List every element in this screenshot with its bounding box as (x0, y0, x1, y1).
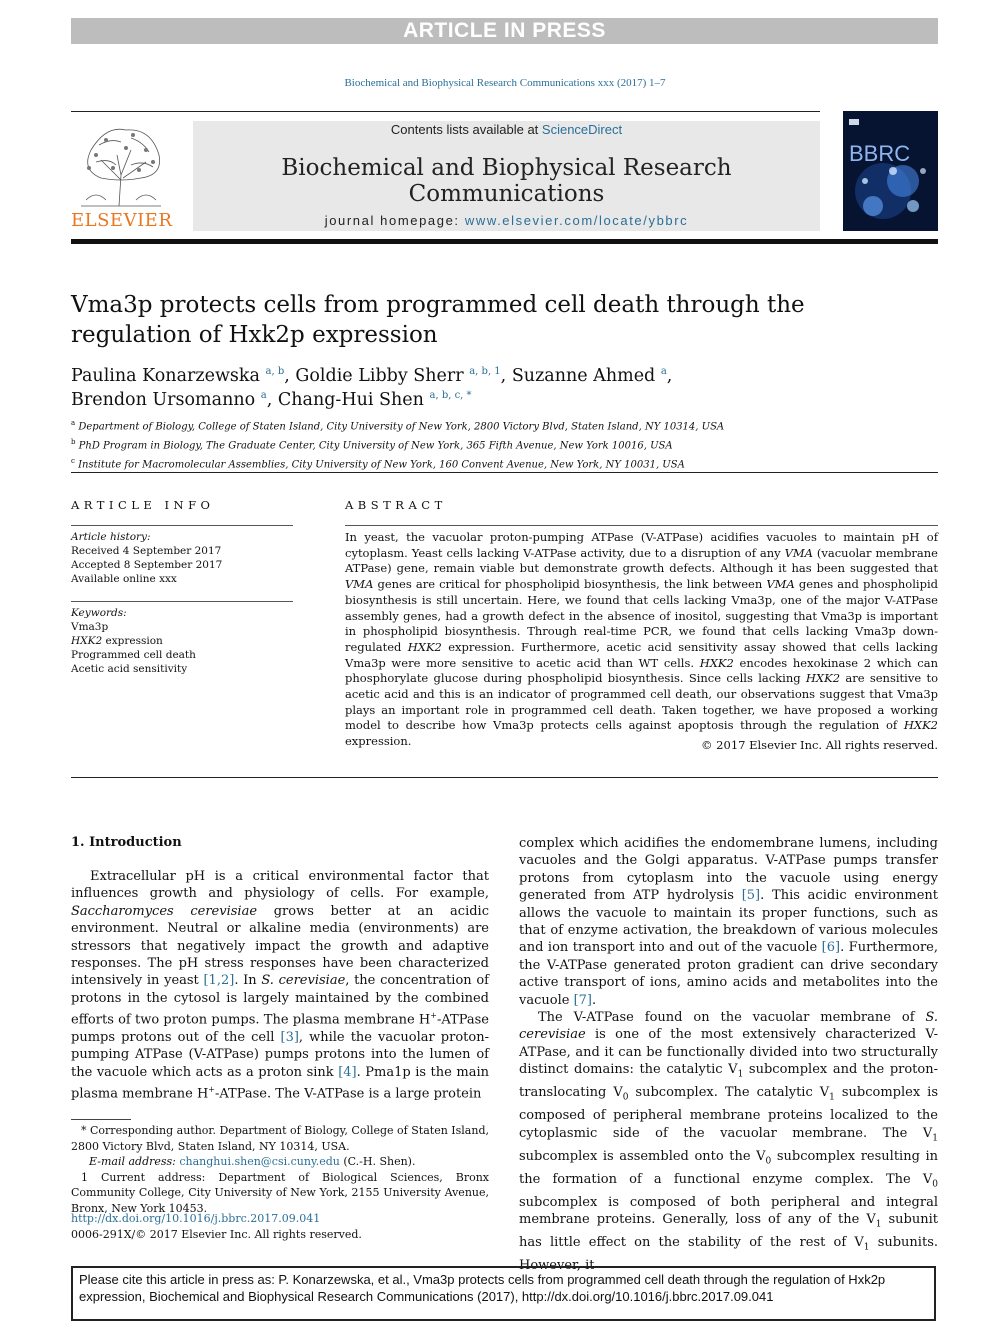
journal-title: Biochemical and Biophysical Research Communications (281, 155, 732, 207)
affiliation-item (71, 435, 931, 454)
header-thick-rule (71, 239, 938, 244)
affiliation-text: Department of Biology, College of Staten Island, City University of New York, 2800 Victory Blvd, Staten Island, NY 10314, USA (78, 421, 725, 433)
affiliation-key: b (71, 437, 76, 446)
homepage-prefix: journal homepage: (324, 213, 465, 228)
author-name[interactable]: Paulina Konarzewska (71, 366, 260, 386)
affiliation-text: PhD Program in Biology, The Graduate Center, City University of New York, 365 Fifth Avenue, New York 10016, USA (78, 440, 673, 452)
abstract-text: In yeast, the vacuolar proton-pumping ATPase (V-ATPase) acidifies vacuoles to maintain pH of cytoplasm. Yeast cells lacking V-ATPase activity, due to a disruption of any VMA (vacuolar membrane ATPase) gene, remain viable but demonstrate growth defects. Although it has been suggested that VMA genes are critical for phospholipid biosynthesis, the link between VMA genes and phospholipid biosynthesis is still uncertain. Here, we found that cells lacking Vma3p, one of the major V-ATPase assembly genes, had a growth defect in the absence of inositol, suggesting that Vma3p is important in phospholipid biosynthesis. Through real-time PCR, we found that cells lacking Vma3p down-regulated HXK2 expression. Furthermore, acetic acid sensitivity assay showed that cells lacking Vma3p were more sensitive to acetic acid than WT cells. HXK2 encodes hexokinase 2 which can phosphorylate glucose during phospholipid biosynthesis. Since cells lacking HXK2 are sensitive to acetic acid and this is an indicator of programmed cell death, our observations suggest that Vma3p plays an important role in programmed cell death. Taken together, we have proposed a working model to describe how Vma3p protects cells against apoptosis through the regulation of HXK2 expression. (345, 530, 938, 749)
accepted-date: Accepted 8 September 2017 (71, 559, 223, 571)
contents-line (193, 122, 820, 137)
affiliation-key: c (71, 456, 75, 465)
sciencedirect-link[interactable]: ScienceDirect (541, 122, 623, 137)
section-rule (71, 472, 938, 473)
doi-block (71, 1211, 489, 1242)
affiliation-item (71, 454, 931, 473)
author-name[interactable]: Chang-Hui Shen (277, 390, 424, 410)
article-info-rule (71, 525, 293, 526)
abstract-rule (345, 525, 938, 526)
doi-link[interactable]: http://dx.doi.org/10.1016/j.bbrc.2017.09.041 (71, 1212, 321, 1225)
author-affiliation-marks[interactable]: a (260, 390, 267, 401)
contents-prefix: Contents lists available at (390, 122, 542, 137)
email-note (71, 1154, 489, 1170)
author-affiliation-marks[interactable]: a, b, 1 (469, 366, 501, 377)
homepage-link[interactable]: www.elsevier.com/locate/ybbrc (464, 213, 689, 228)
article-info-heading: ARTICLE INFO (71, 498, 215, 512)
cover-art-icon (843, 111, 938, 231)
article-history (71, 530, 293, 586)
article-title: Vma3p protects cells from programmed cell death through the regulation of Hxk2p expression (71, 292, 805, 348)
citation-link[interactable]: [5] (741, 888, 761, 904)
history-label: Article history: (71, 531, 151, 543)
cite-this-article-box[interactable]: Please cite this article in press as: P. Konarzewska, et al., Vma3p protects cells from programmed cell death through the regulation of Hxk2p expression, Biochemical and Biophysical Research Communications (2017), http://dx.doi.org/10.1016/j.bbrc.2017.09.041 (71, 1266, 936, 1321)
affiliations (71, 416, 931, 472)
citation-link[interactable]: [3] (280, 1029, 299, 1045)
author-list (71, 362, 891, 410)
author-name[interactable]: Suzanne Ahmed (511, 366, 656, 386)
keyword-item: HXK2 expression (71, 635, 163, 647)
journal-homepage (193, 213, 820, 228)
citation-link[interactable]: [6] (821, 940, 841, 956)
article-in-press-banner: ARTICLE IN PRESS (71, 18, 938, 44)
email-label: E-mail address: (89, 1155, 180, 1168)
email-link[interactable]: changhui.shen@csi.cuny.edu (179, 1155, 340, 1168)
citation-link[interactable]: [4] (338, 1064, 357, 1080)
citation-link[interactable]: [1,2] (203, 973, 235, 989)
keywords-block (71, 606, 293, 676)
cover-label: BBRC (849, 141, 911, 166)
keywords-label: Keywords: (71, 607, 127, 619)
author-separator: , (284, 366, 296, 386)
email-suffix: (C.-H. Shen). (339, 1155, 416, 1168)
author-affiliation-marks[interactable]: a, b (265, 366, 285, 377)
journal-cover-image[interactable] (843, 111, 938, 231)
author-separator: , (500, 366, 512, 386)
keywords-rule (71, 601, 293, 602)
citation-link[interactable]: [7] (573, 992, 592, 1008)
author-name[interactable]: Goldie Libby Sherr (295, 366, 464, 386)
received-date: Received 4 September 2017 (71, 545, 222, 557)
affiliation-item (71, 416, 931, 435)
keyword-item: Acetic acid sensitivity (71, 663, 188, 675)
keyword-item: Programmed cell death (71, 649, 196, 661)
header-rule (71, 111, 820, 112)
keyword-item: Vma3p (71, 621, 109, 633)
author-separator: , (666, 366, 673, 386)
abstract-heading: ABSTRACT (345, 498, 447, 512)
journal-citation[interactable]: Biochemical and Biophysical Research Communications xxx (2017) 1–7 (344, 77, 666, 89)
footnotes (71, 1123, 489, 1216)
publisher-name: ELSEVIER (71, 210, 173, 231)
online-date: Available online xxx (71, 573, 177, 585)
elsevier-logo[interactable] (71, 120, 171, 232)
body-column-left: Extracellular pH is a critical environmental factor that influences growth and physiology of cells. For example, Saccharomyces cerevisiae grows better at an acidic environment. Neutral or alkaline media (environments) are stressors that negatively impact the growth and adaptive responses. The pH stress responses have been characterized intensively in yeast [1,2]. In S. cerevisiae, the concentration of protons in the cytosol is largely maintained by the combined efforts of two proton pumps. The plasma membrane H+-ATPase pumps protons out of the cell [3], while the vacuolar proton-pumping ATPase (V-ATPase) pumps protons into the lumen of the vacuole which acts as a proton sink [4]. Pma1p is the main plasma membrane H+-ATPase. The V-ATPase is a large protein (71, 869, 489, 1102)
affiliation-text: Institute for Macromolecular Assemblies, City University of New York, 160 Convent Avenue, New York, NY 10031, USA (78, 458, 685, 470)
copyright-notice: © 2017 Elsevier Inc. All rights reserved. (701, 738, 938, 752)
affiliation-key: a (71, 419, 76, 427)
section-rule (71, 777, 938, 778)
author-affiliation-marks[interactable]: a (660, 366, 667, 377)
introduction-heading: 1. Introduction (71, 835, 182, 850)
footnote-rule (71, 1119, 131, 1120)
body-column-right: complex which acidifies the endomembrane lumens, including vacuoles and the Golgi apparatus. V-ATPase pumps transfer protons from cytoplasm into the vacuole using energy generated from ATP hydrolysis [5]. This acidic environment allows the vacuole to maintain its proper functions, such as that of enzyme activation, the breakdown of various molecules and ion transport into and out of the vacuole [6]. Furthermore, the V-ATPase generated proton gradient can drive secondary active transport of ions, amino acids and metabolites into the vacuole [7]. The V-ATPase found on the vacuolar membrane of S. cerevisiae is one of the most extensively characterized V-ATPase, and it can be functionally divided into two structurally distinct domains: the catalytic $V_1$ subcomplex and the proton-translocating $V_0$ subcomplex. The catalytic $V_1$ subcomplex is composed of peripheral membrane proteins localized to the cytoplasmic side of the vacuolar membrane. The $V_1$ subcomplex is assembled onto the $V_0$ subcomplex resulting in the formation of a functional enzyme complex. The $V_0$ subcomplex is composed of both peripheral and integral membrane proteins. Generally, loss of any of the $V_1$ subunit has little effect on the stability of the rest of $V_1$ subunits. However, it (519, 836, 939, 1274)
current-address-note: 1 Current address: Department of Biological Sciences, Bronx Community College, City University of New York, 2155 University Avenue, Bronx, New York 10453. (71, 1170, 489, 1215)
author-name[interactable]: Brendon Ursomanno (71, 390, 256, 410)
author-separator: , (266, 390, 278, 410)
corresponding-author-note: * Corresponding author. Department of Biology, College of Staten Island, 2800 Victory Blvd, Staten Island, NY 10314, USA. (71, 1124, 489, 1153)
author-affiliation-marks[interactable]: a, b, c, * (429, 390, 472, 401)
issn-line: 0006-291X/© 2017 Elsevier Inc. All rights reserved. (71, 1227, 362, 1241)
